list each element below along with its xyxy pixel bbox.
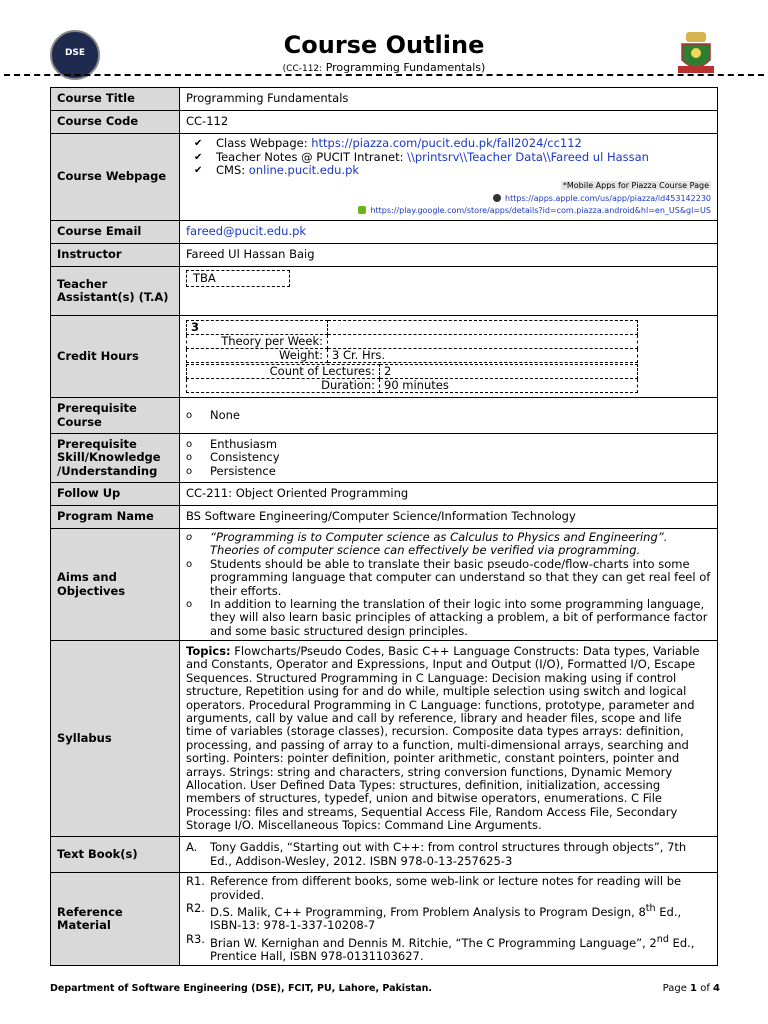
aims-label: Aims and Objectives	[51, 529, 180, 641]
course-email-value[interactable]: fareed@pucit.edu.pk	[180, 221, 718, 244]
reference-text-end: Ed., Prentice Hall, ISBN 978-0131103627.	[210, 935, 695, 963]
row-course-email	[51, 221, 718, 244]
course-title-label: Course Title	[51, 88, 180, 111]
webpage-list	[186, 137, 711, 177]
android-app-link[interactable]: https://play.google.com/store/apps/details?id=com.piazza.android&hl=en_US&gl=US	[370, 205, 711, 215]
course-title-value: Programming Fundamentals	[180, 88, 718, 111]
reference-item	[186, 875, 711, 902]
reference-marker: R3.	[186, 931, 205, 946]
row-ta	[51, 267, 718, 316]
teacher-notes-label: Teacher Notes @ PUCIT Intranet:	[216, 149, 408, 164]
reference-text-end: Ed., ISBN-13: 978-1-337-10208-7	[210, 904, 682, 933]
credit-empty-1	[328, 321, 638, 335]
duration-label: Duration:	[187, 379, 380, 393]
reference-marker: R1.	[186, 874, 205, 889]
references-list	[186, 875, 711, 963]
row-textbook	[51, 837, 718, 873]
row-syllabus	[51, 641, 718, 837]
webpage-item-class	[192, 137, 711, 150]
android-icon	[358, 206, 366, 214]
row-credit-hours	[51, 316, 718, 398]
aims-item: o “Programming is to Computer science as Calculus to Physics and Engineering”. Theories of computer science can effectively be verified via programming.	[186, 531, 711, 558]
reference-text: D.S. Malik, C++ Programming, From Problem Analysis to Program Design, 8	[210, 904, 646, 919]
textbook-text: Tony Gaddis, “Starting out with C++: from control structures through objects”, 7th Ed., Addison-Wesley, 2012. ISBN 978-0-13-257625-3	[210, 840, 687, 868]
row-prereq-course	[51, 398, 718, 434]
credit-hours-label: Credit Hours	[51, 316, 180, 398]
reference-marker: R2.	[186, 901, 205, 916]
row-course-webpage	[51, 134, 718, 221]
row-course-title	[51, 88, 718, 111]
reference-text: Reference from different books, some web-link or lecture notes for reading will be provided.	[210, 874, 682, 902]
reference-sup: nd	[656, 933, 669, 945]
textbook-item	[186, 841, 711, 868]
header-divider	[4, 74, 764, 76]
course-code-value: CC-112	[180, 111, 718, 134]
mobile-apps-note-text: *Mobile Apps for Piazza Course Page	[562, 181, 709, 191]
credit-hours-value: 3	[187, 321, 328, 335]
textbook-cell	[180, 837, 718, 873]
program-name-label: Program Name	[51, 506, 180, 529]
reference-text: Brian W. Kernighan and Dennis M. Ritchie, “The C Programming Language”, 2	[210, 935, 657, 950]
skill-item: o Consistency	[186, 451, 711, 464]
webpage-item-notes	[192, 151, 711, 164]
prereq-skill-cell	[180, 434, 718, 483]
footer-department: Department of Software Engineering (DSE), FCIT, PU, Lahore, Pakistan.	[50, 983, 433, 994]
instructor-label: Instructor	[51, 244, 180, 267]
prereq-skill-list	[186, 438, 711, 478]
row-follow-up	[51, 483, 718, 506]
row-program-name	[51, 506, 718, 529]
row-prereq-skill	[51, 434, 718, 483]
class-webpage-link[interactable]: https://piazza.com/pucit.edu.pk/fall2024/cc112	[311, 136, 582, 151]
course-webpage-label: Course Webpage	[51, 134, 180, 221]
row-references	[51, 873, 718, 966]
theory-label: Theory per Week:	[187, 335, 328, 349]
apple-app-link[interactable]: https://apps.apple.com/us/app/piazza/id453142230	[505, 193, 711, 203]
prereq-skill-label: Prerequisite Skill/Knowledge /Understanding	[51, 434, 180, 483]
aims-cell	[180, 529, 718, 641]
program-name-value: BS Software Engineering/Computer Science/Information Technology	[180, 506, 718, 529]
syllabus-text: Flowcharts/Pseudo Codes, Basic C++ Language Constructs: Data types, Variable and Constants, Operator and Expressions, Input and Output (I/O), Formatted I/O, Escape Sequences. Structured Programming in C Language: Decision making using if control structure, Repetition using for and do while, multiple selection using switch and logical operators. Procedural Programming in C Language: functions, prototype, parameter and arguments, call by value and call by reference, library and header files, scope and life time of variables (storage classes), recursion. Composite data types arrays: definition, processing, and passing of array to a function, multi-dimensional arrays, searching and sorting. Pointers: pointer definition, pointer arithmetic, constant pointers, pointer and arrays. Strings: string and characters, string conversion functions, Dynamic Memory Allocation. User Defined Data Types: structures, definition, initialization, accessing members of structures, typedef, union and bitwise operators, enumerations. C File Processing: files and streams, Sequential Access File, Random Access File, Secondary Storage I/O. Miscellaneous Topics: Command Line Arguments.	[186, 643, 700, 833]
prereq-course-label: Prerequisite Course	[51, 398, 180, 434]
page-num: 1	[690, 983, 698, 994]
skill-item: o Enthusiasm	[186, 438, 711, 451]
references-cell	[180, 873, 718, 966]
page-label: Page	[662, 983, 687, 994]
cms-label: CMS:	[216, 163, 249, 177]
class-webpage-label: Class Webpage:	[216, 136, 312, 151]
weight-label: Weight:	[187, 349, 328, 363]
theory-value	[328, 335, 638, 349]
teacher-notes-link[interactable]: \\printsrv\\Teacher Data\\Fareed ul Hassan	[407, 149, 649, 164]
duration-value: 90 minutes	[380, 379, 638, 393]
subtitle-name: Programming Fundamentals)	[325, 61, 486, 74]
syllabus-label: Syllabus	[51, 641, 180, 837]
ta-label: Teacher Assistant(s) (T.A)	[51, 267, 180, 316]
footer-page-number	[663, 983, 720, 994]
references-label: Reference Material	[51, 873, 180, 966]
mobile-apps-note	[186, 179, 711, 192]
dse-logo-text: DSE	[64, 48, 86, 58]
reference-item	[186, 902, 711, 933]
prereq-course-cell	[180, 398, 718, 434]
row-instructor	[51, 244, 718, 267]
textbook-marker: A.	[186, 840, 198, 855]
textbook-label: Text Book(s)	[51, 837, 180, 873]
aims-list	[186, 531, 711, 638]
credit-hours-cell	[180, 316, 718, 398]
subtitle-code: (CC-112:	[282, 64, 323, 74]
credit-hours-table	[186, 320, 638, 363]
lectures-label: Count of Lectures:	[187, 365, 380, 379]
cms-link[interactable]: online.pucit.edu.pk	[248, 163, 360, 177]
syllabus-topics-label: Topics:	[186, 643, 231, 658]
course-webpage-value	[180, 134, 718, 221]
apple-icon	[493, 194, 501, 202]
course-email-label: Course Email	[51, 221, 180, 244]
webpage-item-cms	[192, 164, 711, 177]
row-course-code	[51, 111, 718, 134]
row-aims	[51, 529, 718, 641]
page-title: Course Outline	[283, 31, 485, 59]
weight-value: 3 Cr. Hrs.	[328, 349, 638, 363]
page-of: of	[700, 983, 710, 994]
page-subtitle	[0, 61, 768, 74]
ta-value: TBA	[186, 270, 290, 287]
follow-up-value: CC-211: Object Oriented Programming	[180, 483, 718, 506]
course-code-label: Course Code	[51, 111, 180, 134]
follow-up-label: Follow Up	[51, 483, 180, 506]
instructor-value: Fareed Ul Hassan Baig	[180, 244, 718, 267]
page-total: 4	[713, 983, 720, 994]
ta-value-cell	[180, 267, 718, 316]
aims-item: o Students should be able to translate their basic pseudo-code/flow-charts into some programming language that computer can understand so that they can get real feel of their efforts.	[186, 558, 711, 598]
aims-item: o In addition to learning the translation of their logic into some programming language, they will also learn basic principles of attacking a problem, a bit of performance factor and some basic structured design principles.	[186, 598, 711, 638]
course-outline-table	[50, 87, 718, 966]
android-app-row	[186, 205, 711, 217]
syllabus-cell	[180, 641, 718, 837]
lectures-value: 2	[380, 365, 638, 379]
prereq-course-value: o None	[186, 409, 711, 422]
skill-item: o Persistence	[186, 465, 711, 478]
apple-app-row	[186, 193, 711, 205]
reference-sup: th	[645, 903, 656, 915]
reference-item	[186, 933, 711, 964]
credit-lecture-table	[186, 364, 638, 393]
